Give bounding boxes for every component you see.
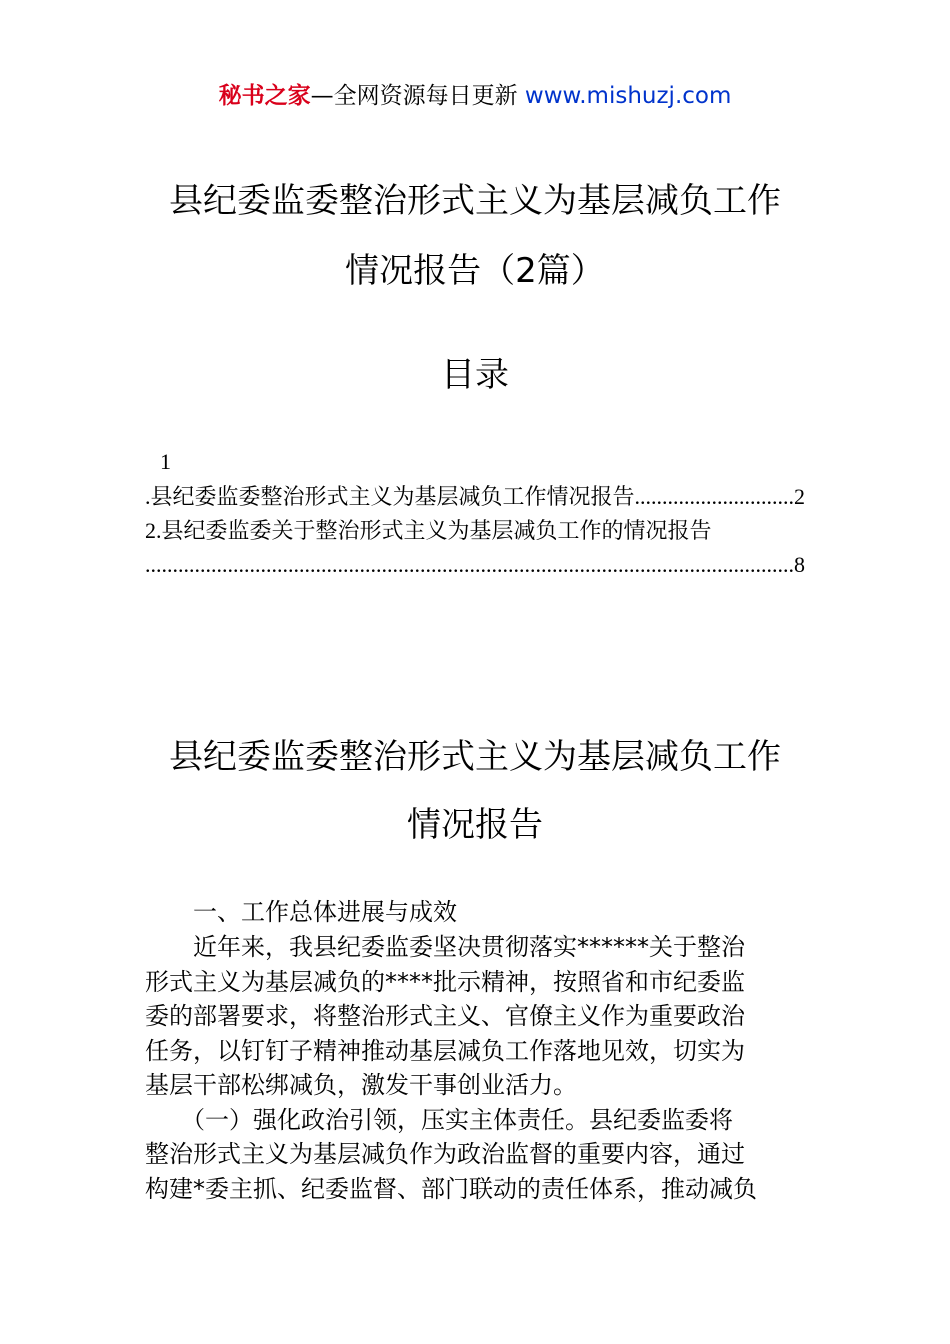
toc-item1-page: 2: [794, 484, 805, 509]
header-tagline: 全网资源每日更新: [333, 83, 525, 109]
section-heading: [145, 895, 805, 930]
site-header: [0, 80, 950, 112]
site-brand: 秘书之家: [218, 83, 311, 109]
toc-item1-leader: [635, 482, 794, 512]
body-line: 任务，以钉钉子精神推动基层减负工作落地见效，切实为: [145, 1036, 745, 1065]
header-separator: —: [310, 83, 334, 109]
document-title-line2: 情况报告（2篇）: [345, 251, 605, 291]
body-line: 委的部署要求，将整治形式主义、官僚主义作为重要政治: [145, 1002, 745, 1030]
site-url-link[interactable]: www.mishuzj.com: [524, 83, 732, 109]
body-line: 形式主义为基层减负的****批示精神，按照省和市纪委监: [145, 967, 745, 996]
toc-item1-number: 1: [160, 449, 171, 474]
toc-item2-page: 8: [794, 552, 805, 577]
toc-item1-text: .县纪委监委整治形式主义为基层减负工作情况报告: [145, 484, 635, 509]
article-title-line2: 情况报告: [407, 805, 543, 845]
body-line: 构建*委主抓、纪委监督、部门联动的责任体系，推动减负: [145, 1174, 757, 1203]
toc-item-1[interactable]: [145, 482, 805, 512]
toc-item2-leader: [145, 550, 794, 580]
body-line: 基层干部松绑减负，激发干事创业活力。: [145, 1071, 577, 1099]
document-title-line1: 县纪委监委整治形式主义为基层减负工作: [169, 181, 781, 221]
body-line: （一）强化政治引领，压实主体责任。县纪委监委将: [145, 1105, 733, 1134]
section1-heading-text: 一、工作总体进展与成效: [193, 898, 457, 926]
body-line: 整治形式主义为基层减负作为政治监督的重要内容，通过: [145, 1140, 745, 1168]
toc-item2-leader-line: [145, 550, 805, 580]
body-line: 近年来，我县纪委监委坚决贯彻落实******关于整治: [145, 933, 745, 961]
toc-item-2[interactable]: 2.县纪委监委关于整治形式主义为基层减负工作的情况报告: [145, 518, 712, 543]
article-title-line1: 县纪委监委整治形式主义为基层减负工作: [169, 737, 781, 777]
toc-heading: 目录: [441, 355, 509, 395]
article-body: [145, 930, 805, 1206]
section1-heading: [145, 895, 805, 930]
